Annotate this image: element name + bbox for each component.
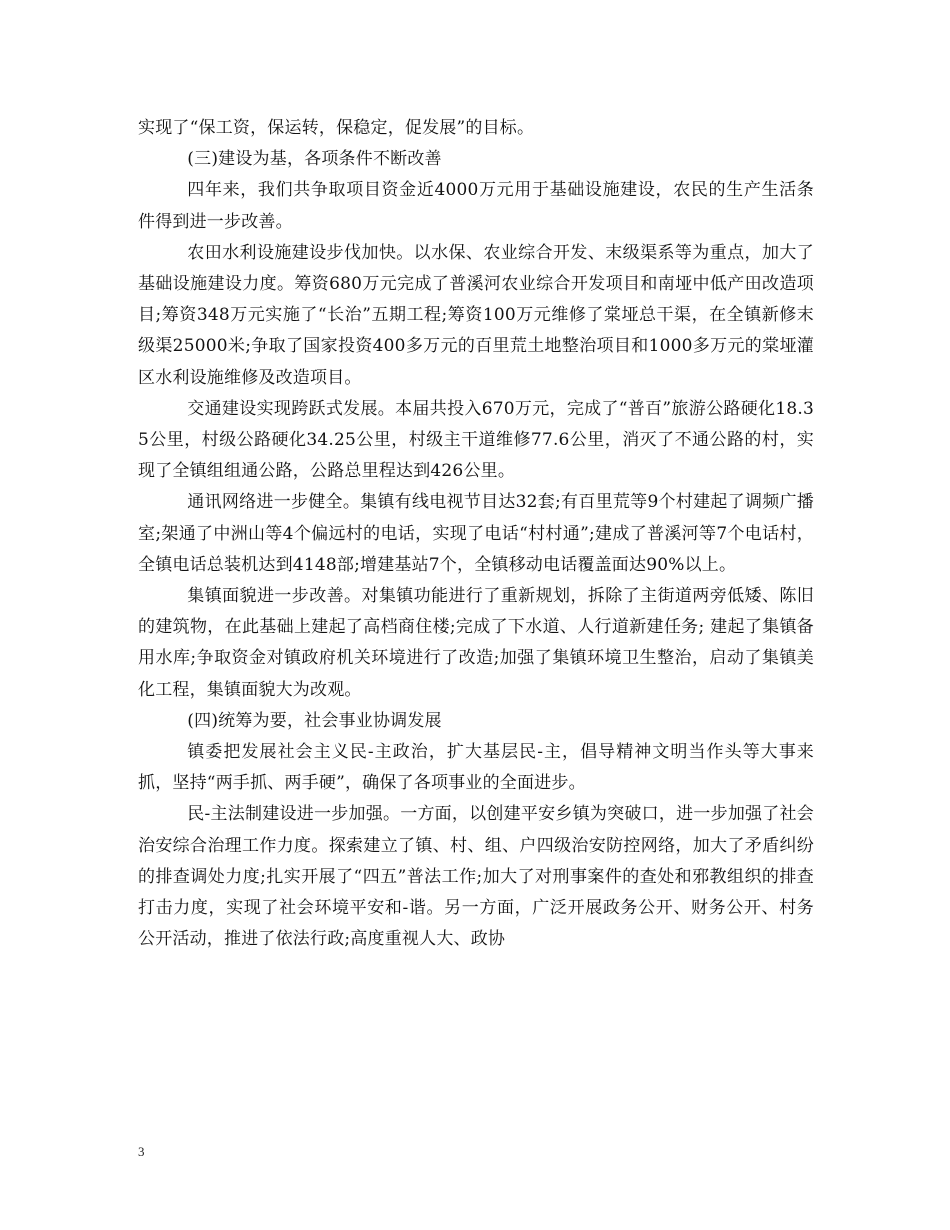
section-heading-3: (三)建设为基，各项条件不断改善 [187, 149, 442, 170]
paragraph-5: 交通建设实现跨跃式发展。本届共投入670万元，完成了“普百”旅游公路硬化18.35公里，村级公路硬化34.25公里，村级主干道维修77.6公里，消灭了不通公路的村，实现了全镇组组通公路，公路总里程达到426公里。 [138, 398, 814, 482]
paragraph-4: 农田水利设施建设步伐加快。以水保、农业综合开发、末级渠系等为重点，加大了基础设施建设力度。筹资680万元完成了普溪河农业综合开发项目和南垭中低产田改造项目;筹资348万元实施了“长治”五期工程;筹资100万元维修了棠垭总干渠，在全镇新修末级渠25000米;争取了国家投资400多万元的百里荒土地整治项目和1000多万元的棠垭灌区水利设施维修及改造项目。 [138, 242, 814, 388]
document-body [138, 113, 814, 955]
paragraph-1: 实现了“保工资，保运转，保稳定，促发展”的目标。 [138, 118, 535, 138]
paragraph-9: 镇委把发展社会主义民-主政治，扩大基层民-主，倡导精神文明当作头等大事来抓，坚持“两手抓、两手硬”，确保了各项事业的全面进步。 [138, 742, 814, 794]
page-number: 3 [138, 1144, 145, 1159]
paragraph-3: 四年来，我们共争取项目资金近4000万元用于基础设施建设，农民的生产生活条件得到进一步改善。 [138, 180, 814, 232]
paragraph-6: 通讯网络进一步健全。集镇有线电视节目达32套;有百里荒等9个村建起了调频广播室;架通了中洲山等4个偏远村的电话，实现了电话“村村通”;建成了普溪河等7个电话村，全镇电话总装机达到4148部;增建基站7个，全镇移动电话覆盖面达90%以上。 [138, 492, 814, 575]
paragraph-7: 集镇面貌进一步改善。对集镇功能进行了重新规划，拆除了主街道两旁低矮、陈旧的建筑物，在此基础上建起了高档商住楼;完成了下水道、人行道新建任务; 建起了集镇备用水库;争取资金对镇政府机关环境进行了改造;加强了集镇环境卫生整治，启动了集镇美化工程，集镇面貌大为改观。 [138, 586, 814, 700]
section-heading-4: (四)统筹为要，社会事业协调发展 [187, 710, 442, 731]
paragraph-10: 民-主法制建设进一步加强。一方面，以创建平安乡镇为突破口，进一步加强了社会治安综合治理工作力度。探索建立了镇、村、组、户四级治安防控网络，加大了矛盾纠纷的排查调处力度;扎实开展了“四五”普法工作;加大了对刑事案件的查处和邪教组织的排查打击力度，实现了社会环境平安和-谐。另一方面，广泛开展政务公开、财务公开、村务公开活动，推进了依法行政;高度重视人大、政协 [138, 804, 814, 950]
